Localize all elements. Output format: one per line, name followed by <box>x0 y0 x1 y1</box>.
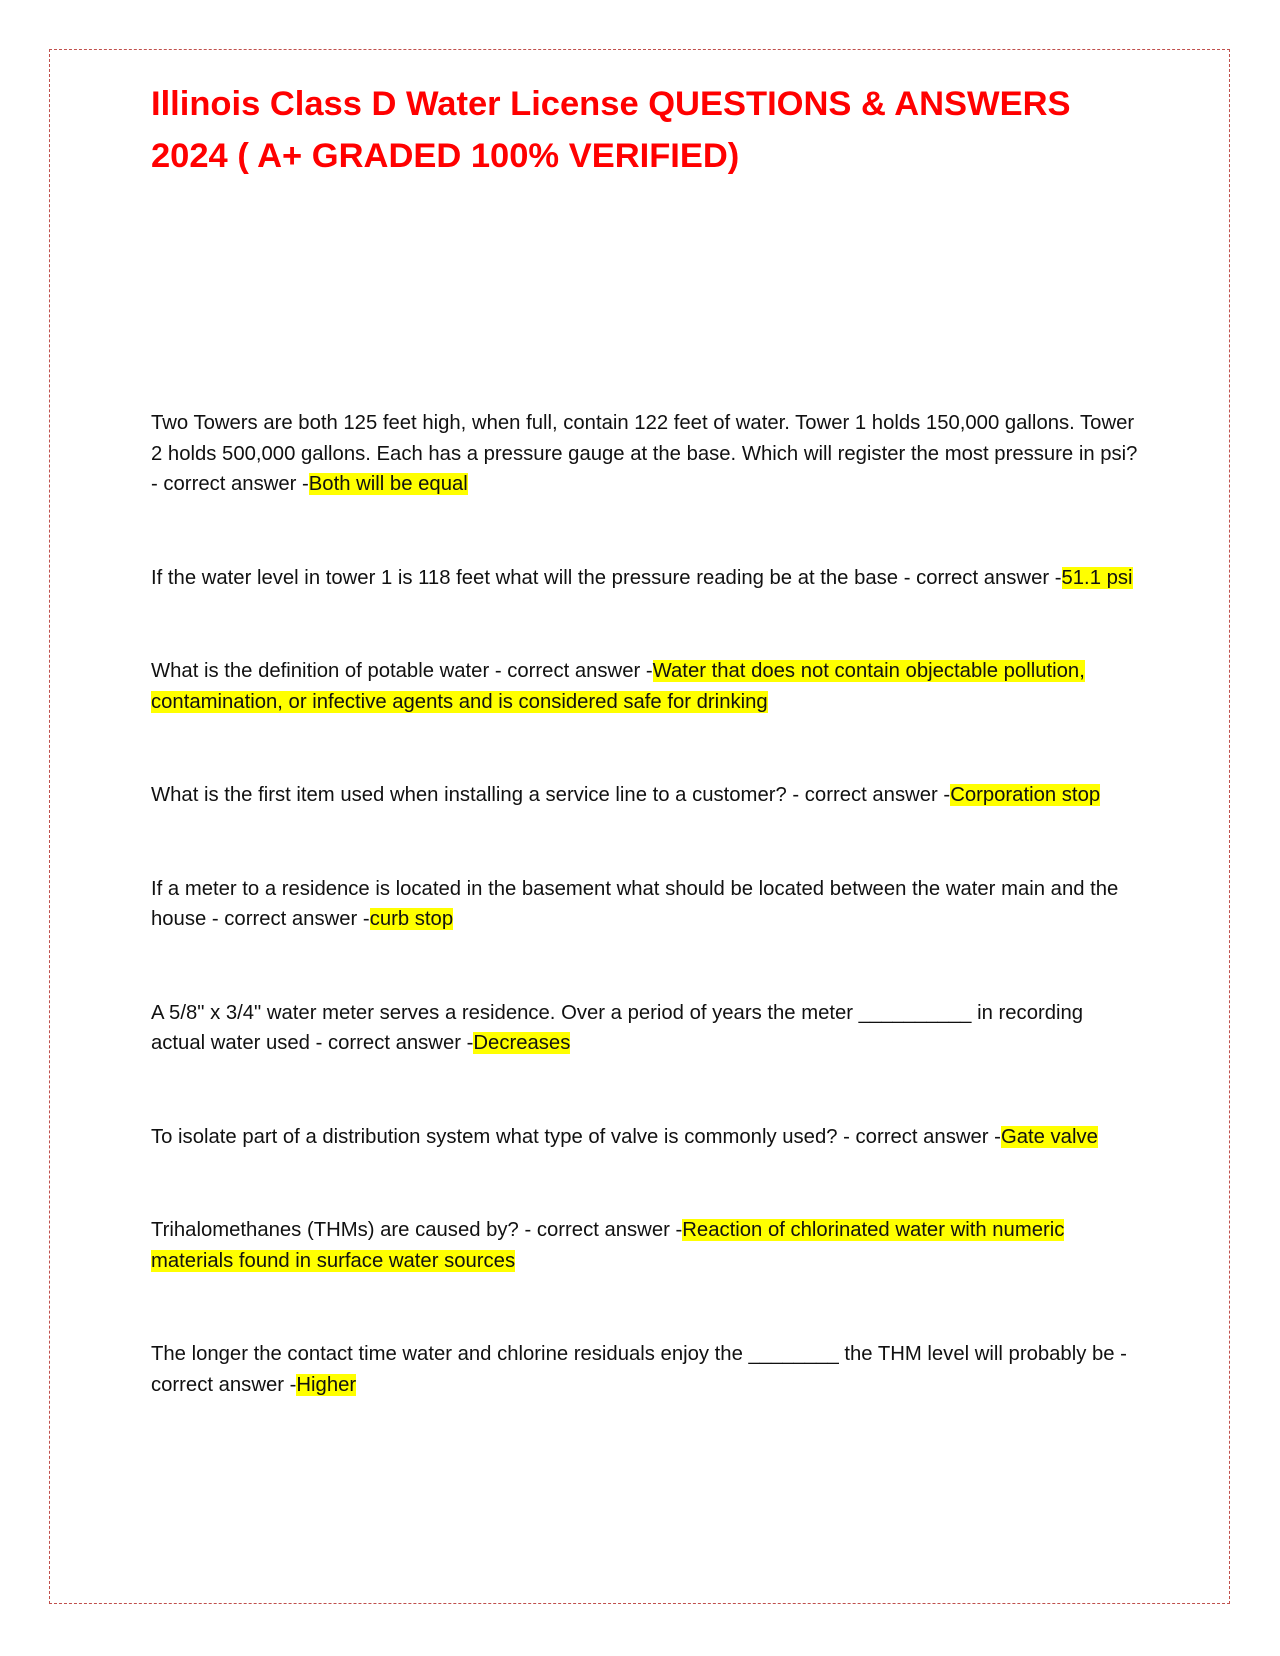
qa-item <box>151 1215 1141 1276</box>
question-text: What is the definition of potable water <box>151 660 490 682</box>
document-body <box>151 78 1141 1463</box>
answer-text: Water that does not contain objectable pollution, contamination, or infective agents and is considered safe for drinking <box>151 660 1085 713</box>
question-text: Two Towers are both 125 feet high, when full, contain 122 feet of water. Tower 1 holds 150,000 gallons. Tower 2 holds 500,000 gallons. Each has a pressure gauge at the base. Which will register the most pressure in psi? <box>151 412 1138 465</box>
answer-text: Higher <box>296 1373 357 1396</box>
document-title: Illinois Class D Water License QUESTIONS & ANSWERS 2024 ( A+ GRADED 100% VERIFIED) <box>151 85 1071 175</box>
answer-text: Corporation stop <box>950 784 1101 806</box>
qa-item <box>151 998 1141 1059</box>
answer-prefix: - correct answer - <box>518 1219 683 1241</box>
answer-prefix: - correct answer - <box>309 1032 474 1054</box>
answer-text: 51.1 psi <box>1061 566 1133 589</box>
question-text: The longer the contact time water and chlorine residuals enjoy the ________ the THM level will probably be <box>151 1343 1115 1365</box>
question-text: If the water level in tower 1 is 118 feet what will the pressure reading be at the base <box>151 566 899 589</box>
answer-prefix: - correct answer - <box>151 473 309 495</box>
qa-item <box>151 563 1141 594</box>
qa-item <box>151 656 1141 717</box>
qa-item <box>151 1339 1141 1400</box>
qa-list <box>151 408 1141 1400</box>
qa-item <box>151 780 1141 811</box>
question-text: Trihalomethanes (THMs) are caused by? <box>151 1219 519 1241</box>
question-text: What is the first item used when installing a service line to a customer? <box>151 784 787 806</box>
answer-prefix: - correct answer - <box>786 784 951 806</box>
question-text: If a meter to a residence is located in the basement what should be located between the water main and the house <box>151 877 1119 930</box>
qa-item <box>151 1122 1141 1153</box>
question-text: To isolate part of a distribution system what type of valve is commonly used? <box>151 1125 838 1148</box>
answer-prefix: - correct answer - <box>151 1343 1127 1396</box>
answer-prefix: - correct answer - <box>898 566 1062 589</box>
qa-item <box>151 408 1141 500</box>
answer-prefix: - correct answer - <box>489 660 653 682</box>
qa-item <box>151 874 1141 935</box>
answer-text: Both will be equal <box>308 473 468 495</box>
answer-text: Decreases <box>473 1032 571 1054</box>
question-text: A 5/8" x 3/4" water meter serves a residence. Over a period of years the meter __________ in recording actual water used <box>151 1001 1084 1054</box>
answer-prefix: - correct answer - <box>837 1125 1001 1148</box>
answer-prefix: - correct answer - <box>206 908 370 930</box>
answer-text: Reaction of chlorinated water with numeric materials found in surface water sources <box>151 1219 1065 1272</box>
answer-text: curb stop <box>369 908 454 930</box>
answer-text: Gate valve <box>1000 1125 1098 1148</box>
